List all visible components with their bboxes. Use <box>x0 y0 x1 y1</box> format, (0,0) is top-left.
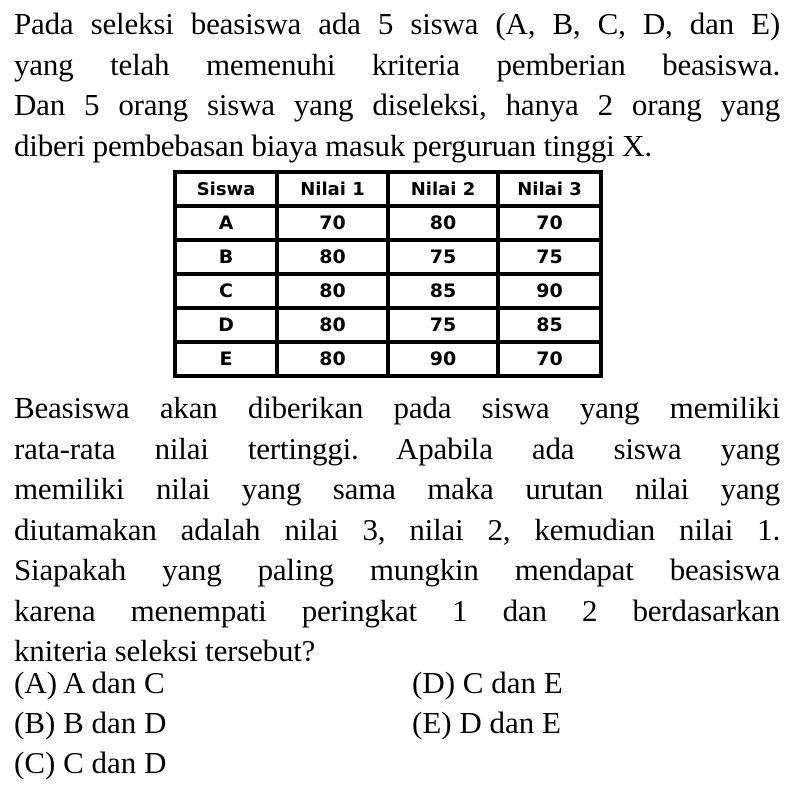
table-row <box>176 207 600 241</box>
cell-siswa: A <box>176 207 278 241</box>
cell-nilai-3: 70 <box>499 207 600 241</box>
option-a[interactable]: (A) A dan C <box>14 665 165 700</box>
intro-line-3: Dan 5 orang siswa yang diseleksi, hanya 2 orang yang <box>14 87 780 122</box>
cell-nilai-1: 80 <box>278 309 389 343</box>
header-nilai-1: Nilai 1 <box>278 173 389 207</box>
intro-line-1: Pada seleksi beasiswa ada 5 siswa (A, B, C, D, dan E) <box>14 6 780 41</box>
cell-nilai-1: 70 <box>278 207 389 241</box>
cell-nilai-1: 80 <box>278 343 389 375</box>
intro-line-2: yang telah memenuhi kriteria pemberian beasiswa. <box>14 46 780 82</box>
cell-nilai-1: 80 <box>278 275 389 309</box>
option-b[interactable]: (B) B dan D <box>14 705 167 740</box>
question-line-1: Beasiswa akan diberikan pada siswa yang memiliki <box>14 390 780 425</box>
cell-nilai-3: 70 <box>499 343 600 375</box>
cell-nilai-2: 85 <box>389 275 499 309</box>
cell-nilai-1: 80 <box>278 241 389 275</box>
question-paragraph <box>14 388 780 672</box>
cell-nilai-2: 90 <box>389 343 499 375</box>
cell-siswa: D <box>176 309 278 343</box>
table-row <box>176 241 600 275</box>
scores-table <box>173 170 603 378</box>
header-nilai-2: Nilai 2 <box>389 173 499 207</box>
cell-siswa: C <box>176 275 278 309</box>
intro-paragraph <box>14 4 780 166</box>
question-line-7: kniteria seleksi tersebut? <box>14 633 316 668</box>
cell-nilai-2: 80 <box>389 207 499 241</box>
cell-nilai-3: 85 <box>499 309 600 343</box>
question-line-3: memiliki nilai yang sama maka urutan nilai yang <box>14 471 780 506</box>
table-row <box>176 275 600 309</box>
table-row <box>176 309 600 343</box>
scores-table-container <box>173 170 603 378</box>
cell-nilai-2: 75 <box>389 241 499 275</box>
question-line-5: Siapakah yang paling mungkin mendapat beasiswa <box>14 552 780 587</box>
header-nilai-3: Nilai 3 <box>499 173 600 207</box>
question-line-2: rata-rata nilai tertinggi. Apabila ada siswa yang <box>14 430 780 466</box>
question-page <box>14 0 780 780</box>
cell-siswa: B <box>176 241 278 275</box>
cell-nilai-3: 90 <box>499 275 600 309</box>
option-e[interactable]: (E) D dan E <box>412 705 561 740</box>
option-d[interactable]: (D) C dan E <box>412 665 563 700</box>
header-siswa: Siswa <box>176 173 278 207</box>
question-line-6: karena menempati peringkat 1 dan 2 berdasarkan <box>14 592 780 628</box>
cell-nilai-3: 75 <box>499 241 600 275</box>
option-c[interactable]: (C) C dan D <box>14 745 167 780</box>
table-header-row <box>176 173 600 207</box>
intro-line-4: diberi pembebasan biaya masuk perguruan tinggi X. <box>14 127 652 163</box>
question-line-4: diutamakan adalah nilai 3, nilai 2, kemudian nilai 1. <box>14 511 780 547</box>
cell-nilai-2: 75 <box>389 309 499 343</box>
table-row <box>176 343 600 375</box>
cell-siswa: E <box>176 343 278 375</box>
